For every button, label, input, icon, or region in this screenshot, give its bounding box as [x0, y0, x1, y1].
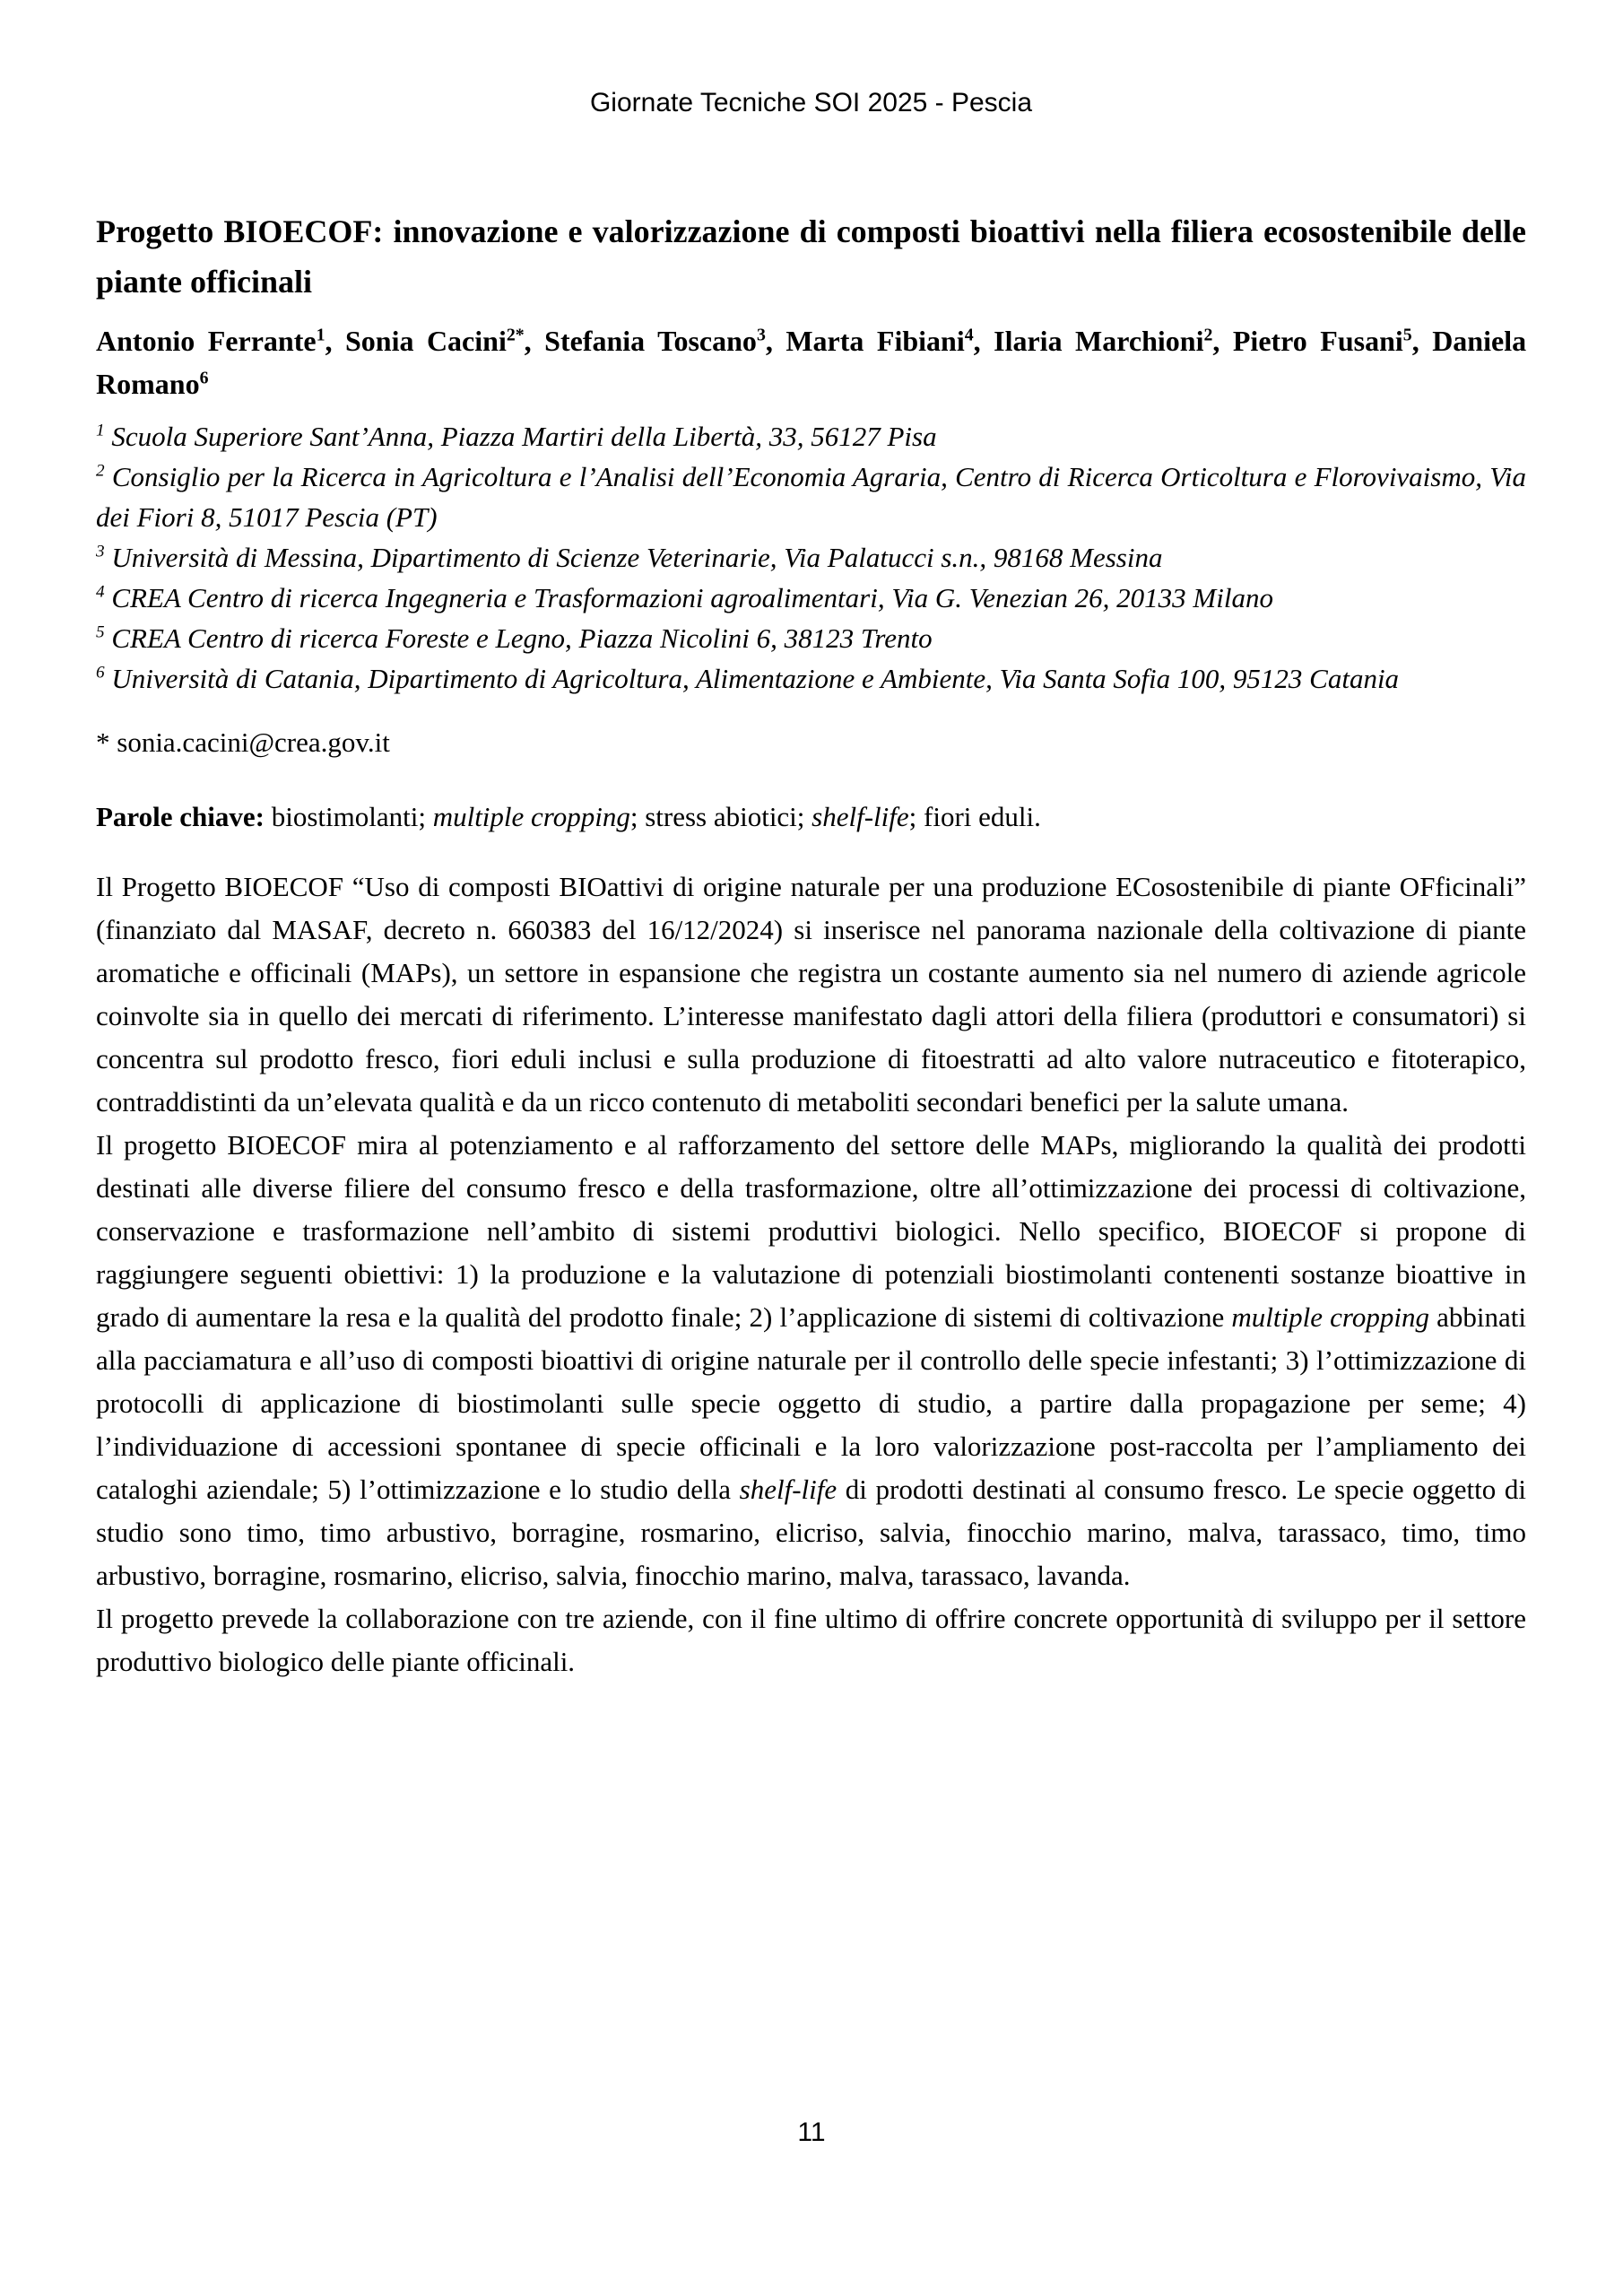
affiliation-item: $^4$ CREA Centro di ricerca Ingegneria e Trasformazioni agroalimentari, Via G. Venezian 26, 20133 Milano	[96, 582, 1273, 613]
page-content	[0, 85, 1623, 1683]
affiliation-item: $^3$ Università di Messina, Dipartimento di Scienze Veterinarie, Via Palatucci s.n., 98168 Messina	[96, 542, 1163, 573]
body-paragraph: Il progetto BIOECOF mira al potenziamento e al rafforzamento del settore delle MAPs, migliorando la qualità dei prodotti destinati alle diverse filiere del consumo fresco e della trasformazione, oltre all’ottimizzazione dei processi di coltivazione, conservazione e trasformazione nell’ambito di sistemi produttivi biologici. Nello specifico, BIOECOF si propone di raggiungere seguenti obiettivi: 1) la produzione e la valutazione di potenziali biostimolanti contenenti sostanze bioattive in grado di aumentare la resa e la qualità del prodotto finale; 2) l’applicazione di sistemi di coltivazione multiple cropping abbinati alla pacciamatura e all’uso di composti bioattivi di origine naturale per il controllo delle specie infestanti; 3) l’ottimizzazione di protocolli di applicazione di biostimolanti sulle specie oggetto di studio, a partire dalla propagazione per seme; 4) l’individuazione di accessioni spontanee di specie officinali e la loro valorizzazione post-raccolta per l’ampliamento dei cataloghi aziendale; 5) l’ottimizzazione e lo studio della shelf-life di prodotti destinati al consumo fresco. Le specie oggetto di studio sono timo, timo arbustivo, borragine, rosmarino, elicriso, salvia, finocchio marino, malva, tarassaco, timo, timo arbustivo, borragine, rosmarino, elicriso, salvia, finocchio marino, malva, tarassaco, lavanda.	[96, 1129, 1527, 1591]
keywords-line: Parole chiave: biostimolanti; multiple cropping; stress abiotici; shelf-life; fiori eduli.	[96, 801, 1041, 832]
correspondence-email: * sonia.cacini@crea.gov.it	[96, 726, 390, 758]
running-header: Giornate Tecniche SOI 2025 - Pescia	[589, 88, 1033, 117]
abstract-title: Progetto BIOECOF: innovazione e valorizzazione di composti bioattivi nella filiera ecosostenibile delle piante officinali	[96, 213, 1526, 300]
affiliation-item: $^6$ Università di Catania, Dipartimento di Agricoltura, Alimentazione e Ambiente, Via Santa Sofia 100, 95123 Catania	[96, 663, 1400, 694]
body-paragraph: Il progetto prevede la collaborazione con tre aziende, con il fine ultimo di offrire concrete opportunità di sviluppo per il settore produttivo biologico delle piante officinali.	[96, 1603, 1526, 1677]
affiliation-item: $^2$ Consiglio per la Ricerca in Agricoltura e l’Analisi dell’Economia Agraria, Centro di Ricerca Orticoltura e Florovivaismo, Via dei Fiori 8, 51017 Pescia (PT)	[96, 461, 1526, 533]
affiliation-item: $^5$ CREA Centro di ricerca Foreste e Legno, Piazza Nicolini 6, 38123 Trento	[96, 622, 933, 654]
abstract-body	[96, 865, 1526, 1683]
affiliation-list	[96, 416, 1526, 699]
body-paragraph: Il Progetto BIOECOF “Uso di composti BIOattivi di origine naturale per una produzione ECosostenibile di piante OFficinali” (finanziato dal MASAF, decreto n. 660383 del 16/12/2024) si inserisce nel panorama nazionale della coltivazione di piante aromatiche e officinali (MAPs), un settore in espansione che registra un costante aumento sia nel numero di aziende agricole coinvolte sia in quello dei mercati di riferimento. L’interesse manifestato dagli attori della filiera (produttori e consumatori) si concentra sul prodotto fresco, fiori eduli inclusi e sulla produzione di fitoestratti ad alto valore nutraceutico e fitoterapico, contraddistinti da un’elevata qualità e da un ricco contenuto di metaboliti secondari benefici per la salute umana.	[96, 871, 1526, 1118]
author-list: Antonio Ferrante$^1$, Sonia Cacini$^{2*}$, Stefania Toscano$^3$, Marta Fibiani$^4$, Ilaria Marchioni$^2$, Pietro Fusani$^5$, Daniela Romano$^6$	[96, 325, 1527, 400]
affiliation-item: $^1$ Scuola Superiore Sant’Anna, Piazza Martiri della Libertà, 33, 56127 Pisa	[96, 421, 937, 452]
page-number: 11	[797, 2118, 826, 2147]
